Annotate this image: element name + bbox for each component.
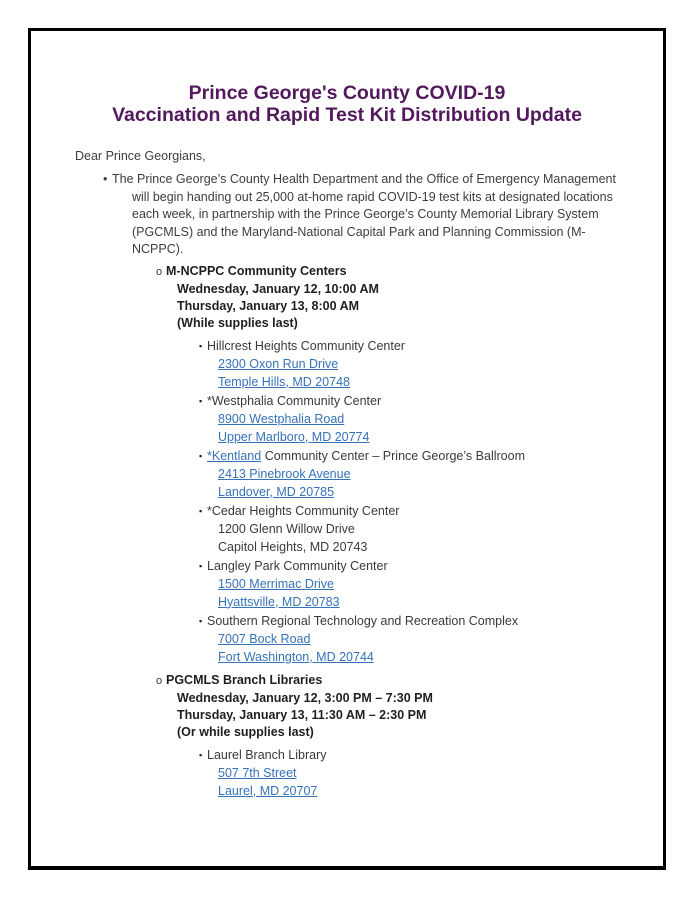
address-line: [218, 355, 663, 373]
circle-bullet-icon: o: [156, 674, 163, 687]
page-title: [31, 82, 663, 126]
bullet-icon: •: [103, 172, 108, 186]
venue-name: [199, 447, 663, 465]
intro-bullet-item: [103, 171, 617, 259]
address-line: [218, 782, 663, 800]
section-heading-text: M-NCPPC Community Centers: [166, 263, 347, 278]
venue-name-text: Hillcrest Heights Community Center: [207, 338, 405, 353]
address-link[interactable]: 2300 Oxon Run Drive: [218, 356, 339, 371]
address-link[interactable]: Fort Washington, MD 20744: [218, 649, 374, 664]
venue-item: [199, 447, 663, 501]
address-line: [218, 538, 663, 556]
venue-name: [199, 612, 663, 630]
schedule-line: Wednesday, January 12, 3:00 PM – 7:30 PM: [177, 690, 433, 705]
venue-name-text: Southern Regional Technology and Recreation Complex: [207, 613, 519, 628]
page-title-line2: Vaccination and Rapid Test Kit Distribution Update: [112, 104, 582, 126]
square-bullet-icon: ▪: [199, 560, 203, 571]
address-line: [218, 764, 663, 782]
address-link[interactable]: Temple Hills, MD 20748: [218, 374, 350, 389]
section: [156, 672, 663, 800]
address-line: [218, 575, 663, 593]
address-link[interactable]: Hyattsville, MD 20783: [218, 594, 340, 609]
section: [156, 263, 663, 666]
address-line: [218, 593, 663, 611]
venue-name-link[interactable]: *Kentland: [207, 448, 262, 463]
address-link[interactable]: Landover, MD 20785: [218, 484, 335, 499]
address-line: [218, 410, 663, 428]
address-link[interactable]: 1500 Merrimac Drive: [218, 576, 335, 591]
address-line: [218, 465, 663, 483]
square-bullet-icon: ▪: [199, 615, 203, 626]
intro-text: The Prince George’s County Health Department and the Office of Emergency Management will begin handing out 25,000 at-home rapid COVID-19 test kits at designated locations each week, in partnership with the Prince George’s County Memorial Library System (PGCMLS) and the Maryland-National Capital Park and Planning Commission (M-NCPPC).: [112, 172, 616, 256]
square-bullet-icon: ▪: [199, 395, 203, 406]
schedule-line: Thursday, January 13, 8:00 AM: [177, 298, 360, 313]
venue-item: [199, 746, 663, 800]
document-frame: [28, 28, 666, 870]
venue-item: [199, 337, 663, 391]
square-bullet-icon: ▪: [199, 505, 203, 516]
address-text: Capitol Heights, MD 20743: [218, 539, 368, 554]
address-text: 1200 Glenn Willow Drive: [218, 521, 355, 536]
address-line: [218, 520, 663, 538]
venue-name: [199, 557, 663, 575]
venue-item: [199, 392, 663, 446]
venues-list: [199, 746, 663, 800]
square-bullet-icon: ▪: [199, 450, 203, 461]
venue-name: [199, 392, 663, 410]
venue-name-text: Community Center – Prince George’s Ballroom: [261, 448, 525, 463]
page-title-line1: Prince George's County COVID-19: [188, 82, 506, 104]
schedule-line: (Or while supplies last): [177, 724, 314, 739]
sections-container: [31, 263, 663, 800]
address-line: [218, 483, 663, 501]
address-line: [218, 373, 663, 391]
schedule-line: (While supplies last): [177, 315, 298, 330]
venue-name-text: Langley Park Community Center: [207, 558, 388, 573]
venue-item: [199, 557, 663, 611]
address-link[interactable]: Upper Marlboro, MD 20774: [218, 429, 370, 444]
section-heading: [156, 263, 663, 281]
venue-item: [199, 612, 663, 666]
venue-name-text: Laurel Branch Library: [207, 747, 327, 762]
venues-list: [199, 337, 663, 666]
address-line: [218, 630, 663, 648]
address-line: [218, 648, 663, 666]
square-bullet-icon: ▪: [199, 749, 203, 760]
greeting: Dear Prince Georgians,: [75, 149, 206, 163]
section-heading-text: PGCMLS Branch Libraries: [166, 672, 323, 687]
address-link[interactable]: 8900 Westphalia Road: [218, 411, 345, 426]
address-link[interactable]: 7007 Bock Road: [218, 631, 311, 646]
square-bullet-icon: ▪: [199, 340, 203, 351]
address-link[interactable]: 507 7th Street: [218, 765, 297, 780]
address-link[interactable]: Laurel, MD 20707: [218, 783, 318, 798]
venue-name-text: *Cedar Heights Community Center: [207, 503, 400, 518]
venue-name-text: *Westphalia Community Center: [207, 393, 382, 408]
address-line: [218, 428, 663, 446]
schedule-line: Wednesday, January 12, 10:00 AM: [177, 281, 379, 296]
address-link[interactable]: 2413 Pinebrook Avenue: [218, 466, 351, 481]
venue-item: [199, 502, 663, 556]
venue-name: [199, 502, 663, 520]
venue-name: [199, 337, 663, 355]
section-heading: [156, 672, 663, 690]
schedule-line: Thursday, January 13, 11:30 AM – 2:30 PM: [177, 707, 427, 722]
circle-bullet-icon: o: [156, 265, 163, 278]
venue-name: [199, 746, 663, 764]
